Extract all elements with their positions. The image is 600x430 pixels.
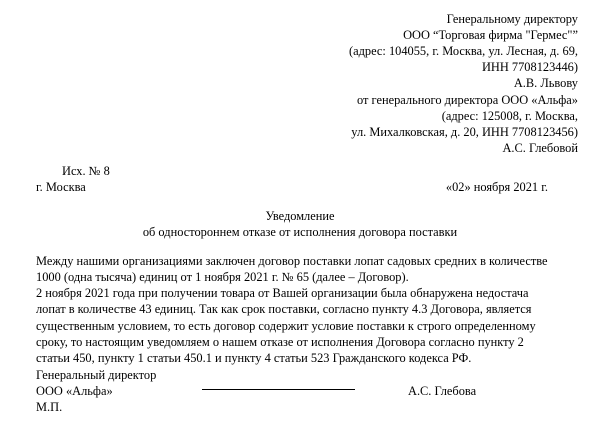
body-line-3: 2 ноября 2021 года при получении товара от Вашей организации была обнаружена недостача [36, 286, 529, 300]
body-line-7: статьи 450, пункту 1 статьи 450.1 и пункту 4 статьи 523 Гражданского кодекса РФ. [36, 351, 472, 365]
body-line-6: сроку, то настоящим уведомляем о нашем отказе от исполнения Договора согласно пункту 2 [36, 335, 524, 349]
stamp-place: М.П. [36, 400, 63, 414]
city: г. Москва [36, 180, 86, 194]
signer-position: Генеральный директор [36, 368, 157, 382]
document-title: Уведомление [265, 209, 335, 223]
sender-line-4: А.С. Глебовой [502, 141, 578, 155]
addressee-line-4: ИНН 7708123446) [481, 60, 578, 74]
outgoing-number: Исх. № 8 [62, 164, 110, 178]
body-line-5: существенным условием, то есть договор содержит условие поставки к строго определенному [36, 319, 536, 333]
document-subtitle: об одностороннем отказе от исполнения договора поставки [142, 225, 458, 239]
addressee-line-1: Генеральному директору [446, 12, 578, 26]
addressee-line-5: А.В. Львову [513, 76, 578, 90]
signer-name: А.С. Глебова [408, 384, 477, 398]
body-line-4: лопат в количестве 43 единиц. Так как срок поставки, согласно пункту 4.3 Договора, является [36, 302, 532, 316]
body-line-2: 1000 (одна тысяча) единиц от 1 ноября 2021 г. № 65 (далее – Договор). [36, 270, 409, 284]
body-line-1: Между нашими организациями заключен договор поставки лопат садовых средних в количестве [36, 254, 548, 268]
sender-line-3: ул. Михалковская, д. 20, ИНН 7708123456) [351, 125, 578, 139]
sender-line-2: (адрес: 125008, г. Москва, [441, 109, 578, 123]
signature-line [202, 389, 355, 390]
letter-date: «02» ноября 2021 г. [445, 180, 548, 194]
signer-organization: ООО «Альфа» [36, 384, 113, 398]
addressee-line-3: (адрес: 104055, г. Москва, ул. Лесная, д. 69, [348, 44, 578, 58]
sender-line-1: от генерального директора ООО «Альфа» [357, 93, 578, 107]
addressee-line-2: ООО “Торговая фирма "Гермес"” [403, 28, 578, 42]
